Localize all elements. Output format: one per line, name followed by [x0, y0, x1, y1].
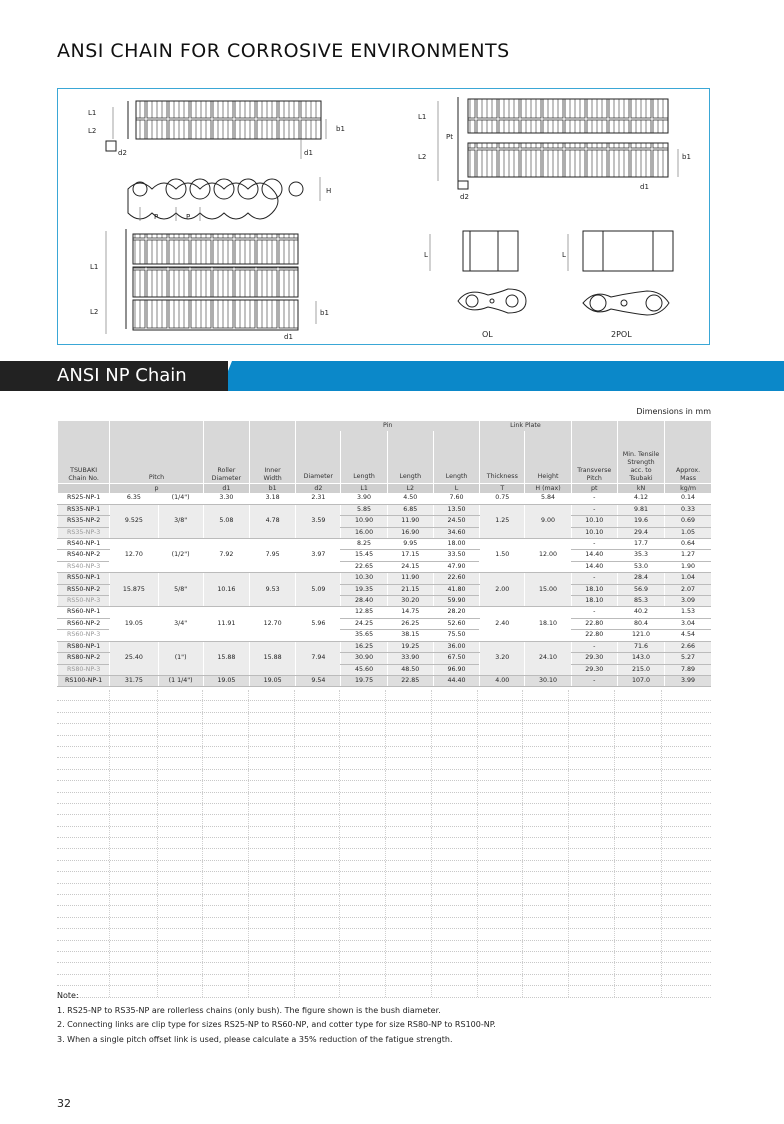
single-strand-view: [106, 101, 326, 221]
cell-thickness: 2.00: [480, 573, 525, 607]
cell-approx-mass: 3.04: [665, 618, 711, 629]
cell-roller-diameter: 11.91: [203, 607, 249, 641]
cell-pitch-in: (1/4"): [158, 493, 203, 504]
cell-pin-l1: 19.75: [341, 675, 387, 686]
cell-pin-l: 7.60: [433, 493, 479, 504]
cell-height: 24.10: [525, 641, 571, 675]
blank-row: [57, 736, 711, 747]
blank-row: [57, 724, 711, 735]
table-row: [58, 675, 712, 686]
header-chain-no: TSUBAKI Chain No.: [58, 421, 110, 484]
cell-pin-l2: 38.15: [387, 630, 433, 641]
cell-tensile-strength: 85.3: [617, 596, 664, 607]
blank-row: [57, 781, 711, 792]
cell-pitch-mm: 15.875: [110, 573, 158, 607]
cell-tensile-strength: 121.0: [617, 630, 664, 641]
label-d2: d2: [118, 149, 127, 157]
table-row: [58, 504, 712, 515]
cell-transverse-pitch: 29.30: [571, 664, 617, 675]
cell-height: 5.84: [525, 493, 571, 504]
blank-row: [57, 918, 711, 929]
cell-pin-l: 96.90: [433, 664, 479, 675]
cell-transverse-pitch: -: [571, 675, 617, 686]
cell-roller-diameter: 7.92: [203, 539, 249, 573]
unit-t: T: [480, 484, 525, 494]
cell-transverse-pitch: -: [571, 539, 617, 550]
cell-pin-l2: 17.15: [387, 550, 433, 561]
cell-approx-mass: 2.66: [665, 641, 711, 652]
notes-heading: Note:: [57, 991, 79, 1000]
cell-chain-no: RS60-NP-1: [58, 607, 110, 618]
cell-approx-mass: 1.53: [665, 607, 711, 618]
cell-transverse-pitch: 22.80: [571, 618, 617, 629]
cell-thickness: 2.40: [480, 607, 525, 641]
header-thickness: Thickness: [480, 431, 525, 484]
label-P-1: P: [154, 213, 159, 221]
cell-transverse-pitch: -: [571, 504, 617, 515]
cell-approx-mass: 1.27: [665, 550, 711, 561]
cell-pitch-mm: 12.70: [110, 539, 158, 573]
cell-pin-diameter: 5.09: [296, 573, 341, 607]
cell-transverse-pitch: -: [571, 641, 617, 652]
cell-pin-l1: 28.40: [341, 596, 387, 607]
cell-tensile-strength: 215.0: [617, 664, 664, 675]
cell-pin-l1: 8.25: [341, 539, 387, 550]
cell-pin-l: 47.90: [433, 561, 479, 572]
blank-row: [57, 713, 711, 724]
cell-pin-l2: 6.85: [387, 504, 433, 515]
cell-inner-width: 15.88: [249, 641, 295, 675]
cell-pin-diameter: 9.54: [296, 675, 341, 686]
cell-chain-no: RS35-NP-3: [58, 527, 110, 538]
cell-pin-l: 33.50: [433, 550, 479, 561]
cell-pin-l2: 19.25: [387, 641, 433, 652]
cell-pin-l1: 10.90: [341, 516, 387, 527]
cell-pitch-in: (1"): [158, 641, 203, 675]
blank-row: [57, 895, 711, 906]
cell-tensile-strength: 107.0: [617, 675, 664, 686]
cell-transverse-pitch: -: [571, 573, 617, 584]
cell-pin-l1: 5.85: [341, 504, 387, 515]
header-roller-diameter: Roller Diameter: [203, 421, 249, 484]
cell-chain-no: RS80-NP-3: [58, 664, 110, 675]
cell-inner-width: 9.53: [249, 573, 295, 607]
note-1: 1. RS25-NP to RS35-NP are rollerless chains (only bush). The figure shown is the bush diameter.: [57, 1005, 441, 1015]
cell-thickness: 4.00: [480, 675, 525, 686]
cell-pin-l: 28.20: [433, 607, 479, 618]
cell-roller-diameter: 5.08: [203, 504, 249, 538]
cell-chain-no: RS100-NP-1: [58, 675, 110, 686]
cell-pin-l: 41.80: [433, 584, 479, 595]
cell-transverse-pitch: 10.10: [571, 516, 617, 527]
cell-tensile-strength: 40.2: [617, 607, 664, 618]
cell-pin-l: 24.50: [433, 516, 479, 527]
unit-h: H (max): [525, 484, 571, 494]
blank-row: [57, 941, 711, 952]
header-pin-length-3: Length: [433, 431, 479, 484]
cell-pitch-mm: 31.75: [110, 675, 158, 686]
cell-tensile-strength: 29.4: [617, 527, 664, 538]
unit-l1: L1: [341, 484, 387, 494]
cell-pin-l2: 33.90: [387, 653, 433, 664]
cell-chain-no: RS60-NP-2: [58, 618, 110, 629]
cell-pin-l2: 24.15: [387, 561, 433, 572]
label-L1-double: L1: [418, 113, 427, 121]
cell-approx-mass: 5.27: [665, 653, 711, 664]
cell-inner-width: 19.05: [249, 675, 295, 686]
cell-approx-mass: 1.05: [665, 527, 711, 538]
label-L2-triple: L2: [90, 308, 99, 316]
label-P-2: P: [186, 213, 191, 221]
cell-pin-l1: 12.85: [341, 607, 387, 618]
cell-chain-no: RS35-NP-2: [58, 516, 110, 527]
cell-pin-l2: 30.20: [387, 596, 433, 607]
cell-pin-l1: 15.45: [341, 550, 387, 561]
unit-pt: pt: [571, 484, 617, 494]
label-L1-triple: L1: [90, 263, 99, 271]
cell-height: 15.00: [525, 573, 571, 607]
cell-pitch-in: (1/2"): [158, 539, 203, 573]
cell-approx-mass: 7.89: [665, 664, 711, 675]
label-b1-triple: b1: [320, 309, 329, 317]
cell-chain-no: RS80-NP-1: [58, 641, 110, 652]
chain-spec-table: [57, 421, 711, 687]
cell-tensile-strength: 71.6: [617, 641, 664, 652]
two-pitch-offset-link-view: [568, 231, 673, 315]
notes: [57, 989, 496, 1047]
header-tensile-strength: Min. Tensile Strength acc. to Tsubaki: [617, 421, 664, 484]
cell-transverse-pitch: -: [571, 607, 617, 618]
cell-pin-l2: 26.25: [387, 618, 433, 629]
header-link-plate: Link Plate: [480, 421, 571, 431]
blank-row: [57, 793, 711, 804]
cell-approx-mass: 1.04: [665, 573, 711, 584]
cell-tensile-strength: 143.0: [617, 653, 664, 664]
blank-row: [57, 929, 711, 940]
cell-tensile-strength: 53.0: [617, 561, 664, 572]
cell-pin-l1: 19.35: [341, 584, 387, 595]
label-b1-double: b1: [682, 153, 691, 161]
cell-pitch-mm: 19.05: [110, 607, 158, 641]
cell-chain-no: RS60-NP-3: [58, 630, 110, 641]
cell-height: 12.00: [525, 539, 571, 573]
blank-row: [57, 747, 711, 758]
cell-pin-l: 52.60: [433, 618, 479, 629]
cell-chain-no: RS50-NP-2: [58, 584, 110, 595]
cell-pitch-in: 3/4": [158, 607, 203, 641]
label-d1: d1: [304, 149, 313, 157]
page-title: ANSI CHAIN FOR CORROSIVE ENVIRONMENTS: [57, 40, 510, 62]
cell-thickness: 1.50: [480, 539, 525, 573]
cell-pin-l1: 10.30: [341, 573, 387, 584]
cell-approx-mass: 0.69: [665, 516, 711, 527]
cell-approx-mass: 0.14: [665, 493, 711, 504]
header-inner-width: Inner Width: [249, 421, 295, 484]
cell-thickness: 1.25: [480, 504, 525, 538]
table-row: [58, 573, 712, 584]
blank-row: [57, 975, 711, 986]
cell-approx-mass: 3.09: [665, 596, 711, 607]
cell-tensile-strength: 17.7: [617, 539, 664, 550]
blank-row: [57, 849, 711, 860]
label-d1-triple: d1: [284, 333, 293, 341]
cell-approx-mass: 4.54: [665, 630, 711, 641]
unit-pin-d: d2: [296, 484, 341, 494]
cell-thickness: 0.75: [480, 493, 525, 504]
label-d1-double: d1: [640, 183, 649, 191]
cell-pin-l2: 9.95: [387, 539, 433, 550]
blank-row: [57, 884, 711, 895]
cell-approx-mass: 0.64: [665, 539, 711, 550]
cell-pin-l2: 48.50: [387, 664, 433, 675]
cell-height: 9.00: [525, 504, 571, 538]
cell-pin-diameter: 2.31: [296, 493, 341, 504]
cell-pin-diameter: 7.94: [296, 641, 341, 675]
header-pitch: Pitch: [110, 421, 203, 484]
header-height: Height: [525, 431, 571, 484]
cell-pitch-in: (1 1/4"): [158, 675, 203, 686]
blank-row: [57, 827, 711, 838]
cell-pin-l: 13.50: [433, 504, 479, 515]
cell-tensile-strength: 56.9: [617, 584, 664, 595]
cell-pin-diameter: 3.59: [296, 504, 341, 538]
cell-inner-width: 12.70: [249, 607, 295, 641]
offset-link-view: [430, 231, 526, 313]
cell-inner-width: 3.18: [249, 493, 295, 504]
table-row: [58, 641, 712, 652]
cell-transverse-pitch: 14.40: [571, 550, 617, 561]
cell-approx-mass: 3.99: [665, 675, 711, 686]
cell-pin-l1: 30.90: [341, 653, 387, 664]
cell-pin-l1: 45.60: [341, 664, 387, 675]
cell-chain-no: RS40-NP-3: [58, 561, 110, 572]
cell-pin-l: 34.60: [433, 527, 479, 538]
cell-roller-diameter: 15.88: [203, 641, 249, 675]
unit-l2: L2: [387, 484, 433, 494]
cell-approx-mass: 1.90: [665, 561, 711, 572]
label-d2-double: d2: [460, 193, 469, 201]
cell-pitch-mm: 9.525: [110, 504, 158, 538]
cell-transverse-pitch: 18.10: [571, 584, 617, 595]
label-L2: L2: [88, 127, 97, 135]
section-title: ANSI NP Chain: [57, 365, 187, 386]
cell-transverse-pitch: -: [571, 493, 617, 504]
header-pin-diameter: Diameter: [296, 431, 341, 484]
cell-pin-l: 44.40: [433, 675, 479, 686]
label-b1: b1: [336, 125, 345, 133]
cell-transverse-pitch: 10.10: [571, 527, 617, 538]
cell-height: 30.10: [525, 675, 571, 686]
cell-pin-l2: 16.90: [387, 527, 433, 538]
dimensions-note: Dimensions in mm: [636, 407, 711, 416]
cell-pitch-in: 5/8": [158, 573, 203, 607]
cell-pin-l2: 22.85: [387, 675, 433, 686]
cell-roller-diameter: 19.05: [203, 675, 249, 686]
blank-row: [57, 690, 711, 701]
header-pin-length-2: Length: [387, 431, 433, 484]
table-row: [58, 607, 712, 618]
header-pin-length-1: Length: [341, 431, 387, 484]
label-H: H: [326, 187, 332, 195]
blank-row: [57, 952, 711, 963]
label-ol: OL: [482, 330, 493, 339]
cell-transverse-pitch: 29.30: [571, 653, 617, 664]
blank-row: [57, 872, 711, 883]
cell-roller-diameter: 3.30: [203, 493, 249, 504]
unit-pitch: p: [110, 484, 203, 494]
cell-approx-mass: 2.07: [665, 584, 711, 595]
cell-pin-l1: 16.00: [341, 527, 387, 538]
cell-tensile-strength: 80.4: [617, 618, 664, 629]
cell-tensile-strength: 4.12: [617, 493, 664, 504]
label-L-2pol: L: [562, 251, 566, 259]
cell-thickness: 3.20: [480, 641, 525, 675]
unit-l: L: [433, 484, 479, 494]
cell-inner-width: 4.78: [249, 504, 295, 538]
cell-pin-l2: 4.50: [387, 493, 433, 504]
cell-chain-no: RS40-NP-2: [58, 550, 110, 561]
cell-pin-diameter: 3.97: [296, 539, 341, 573]
cell-inner-width: 7.95: [249, 539, 295, 573]
blank-row: [57, 701, 711, 712]
header-transverse-pitch: Transverse Pitch: [571, 421, 617, 484]
cell-chain-no: RS35-NP-1: [58, 504, 110, 515]
cell-tensile-strength: 35.3: [617, 550, 664, 561]
header-approx-mass: Approx. Mass: [665, 421, 711, 484]
cell-chain-no: RS80-NP-2: [58, 653, 110, 664]
blank-row: [57, 861, 711, 872]
cell-chain-no: RS50-NP-3: [58, 596, 110, 607]
cell-transverse-pitch: 14.40: [571, 561, 617, 572]
unit-roller: d1: [203, 484, 249, 494]
blank-row: [57, 770, 711, 781]
cell-pin-l: 75.50: [433, 630, 479, 641]
cell-pin-l1: 35.65: [341, 630, 387, 641]
label-L1: L1: [88, 109, 97, 117]
cell-pin-diameter: 5.96: [296, 607, 341, 641]
note-2: 2. Connecting links are clip type for sizes RS25-NP to RS60-NP, and cotter type for size RS80-NP to RS100-NP.: [57, 1020, 496, 1029]
cell-pin-l1: 24.25: [341, 618, 387, 629]
cell-tensile-strength: 28.4: [617, 573, 664, 584]
label-Pt-double: Pt: [446, 133, 453, 141]
blank-table-rows: [57, 690, 711, 998]
cell-pin-l1: 3.90: [341, 493, 387, 504]
cell-chain-no: RS40-NP-1: [58, 539, 110, 550]
cell-approx-mass: 0.33: [665, 504, 711, 515]
blank-row: [57, 838, 711, 849]
section-banner: [0, 361, 784, 391]
label-L-ol: L: [424, 251, 428, 259]
cell-roller-diameter: 10.16: [203, 573, 249, 607]
unit-mass: kg/m: [665, 484, 711, 494]
unit-kn: kN: [617, 484, 664, 494]
cell-transverse-pitch: 22.80: [571, 630, 617, 641]
chain-diagrams: [58, 89, 711, 346]
chain-spec-body: [58, 493, 712, 686]
cell-tensile-strength: 19.6: [617, 516, 664, 527]
cell-pin-l2: 11.90: [387, 573, 433, 584]
unit-inner: b1: [249, 484, 295, 494]
cell-chain-no: RS25-NP-1: [58, 493, 110, 504]
cell-tensile-strength: 9.81: [617, 504, 664, 515]
chain-diagram-box: [57, 88, 710, 345]
cell-pin-l: 18.00: [433, 539, 479, 550]
cell-pitch-in: 3/8": [158, 504, 203, 538]
cell-pin-l2: 21.15: [387, 584, 433, 595]
cell-pin-l2: 11.90: [387, 516, 433, 527]
double-strand-view: [438, 97, 678, 189]
cell-pitch-mm: 6.35: [110, 493, 158, 504]
cell-pin-l1: 22.65: [341, 561, 387, 572]
blank-row: [57, 758, 711, 769]
blank-row: [57, 963, 711, 974]
table-row: [58, 493, 712, 504]
unit-chain: [58, 484, 110, 494]
table-row: [58, 539, 712, 550]
label-L2-double: L2: [418, 153, 427, 161]
label-2pol: 2POL: [611, 330, 632, 339]
cell-pin-l2: 14.75: [387, 607, 433, 618]
blank-row: [57, 815, 711, 826]
cell-transverse-pitch: 18.10: [571, 596, 617, 607]
blank-row: [57, 906, 711, 917]
cell-pin-l: 36.00: [433, 641, 479, 652]
triple-strand-view: [106, 229, 316, 334]
page-number: 32: [57, 1097, 71, 1110]
note-3: 3. When a single pitch offset link is used, please calculate a 35% reduction of the fatigue strength.: [57, 1034, 453, 1044]
header-pin: Pin: [296, 421, 480, 431]
cell-chain-no: RS50-NP-1: [58, 573, 110, 584]
cell-pin-l: 67.50: [433, 653, 479, 664]
cell-pitch-mm: 25.40: [110, 641, 158, 675]
blank-row: [57, 804, 711, 815]
cell-pin-l: 59.90: [433, 596, 479, 607]
cell-height: 18.10: [525, 607, 571, 641]
cell-pin-l: 22.60: [433, 573, 479, 584]
cell-pin-l1: 16.25: [341, 641, 387, 652]
